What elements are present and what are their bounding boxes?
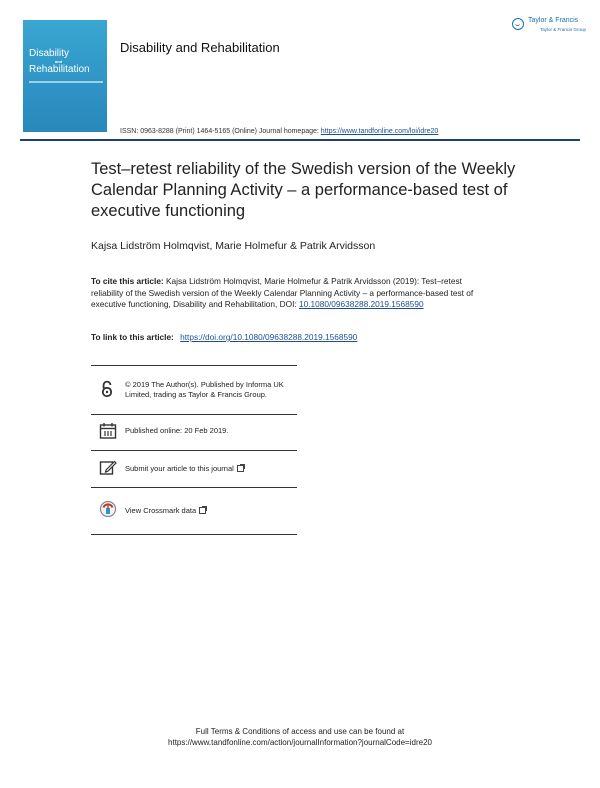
cover-title-line1: Disability bbox=[29, 48, 70, 59]
citation-doi-link[interactable]: 10.1080/09638288.2019.1568590 bbox=[299, 299, 424, 309]
citation-block bbox=[91, 276, 491, 311]
external-link-icon bbox=[237, 465, 244, 472]
link-to-label: To link to this article: bbox=[91, 332, 174, 342]
article-authors: Kajsa Lidström Holmqvist, Marie Holmefur & Patrik Arvidsson bbox=[91, 240, 376, 252]
edit-icon bbox=[99, 459, 117, 477]
link-to-article bbox=[91, 332, 357, 342]
published-date: Published online: 20 Feb 2019. bbox=[125, 426, 229, 435]
publisher-logo-icon bbox=[512, 18, 524, 30]
calendar-icon bbox=[99, 422, 117, 440]
header-divider bbox=[20, 139, 580, 141]
license-text: © 2019 The Author(s). Published by Informa UK Limited, trading as Taylor & Francis Group. bbox=[125, 380, 284, 399]
cover-title-and: and bbox=[55, 59, 63, 64]
cover-title bbox=[29, 48, 90, 75]
info-divider-5 bbox=[91, 534, 297, 535]
crossmark-icon bbox=[99, 500, 117, 518]
article-title: Test–retest reliability of the Swedish version of the Weekly Calendar Planning Activity – a performance-based test of executive functioning bbox=[91, 160, 516, 220]
journal-cover-image bbox=[23, 20, 107, 132]
crossmark-link[interactable] bbox=[125, 506, 300, 516]
crossmark-label: View Crossmark data bbox=[125, 506, 197, 515]
cover-title-line2: Rehabilitation bbox=[29, 64, 90, 75]
cover-subtitle-bar bbox=[29, 81, 103, 83]
footer-terms bbox=[0, 726, 600, 748]
footer-terms-link[interactable]: https://www.tandfonline.com/action/journalInformation?journalCode=idre20 bbox=[168, 738, 432, 747]
publisher-logo-name: Taylor & Francis bbox=[528, 17, 579, 24]
issn-text: ISSN: 0963-8288 (Print) 1464-5165 (Online) Journal homepage: bbox=[120, 128, 319, 135]
issn-line bbox=[120, 128, 438, 135]
info-divider-2 bbox=[91, 414, 297, 415]
journal-homepage-link[interactable]: https://www.tandfonline.com/loi/idre20 bbox=[320, 128, 439, 135]
journal-name: Disability and Rehabilitation bbox=[120, 40, 280, 55]
citation-label: To cite this article: bbox=[91, 276, 164, 286]
article-doi-url[interactable]: https://doi.org/10.1080/09638288.2019.1568590 bbox=[180, 332, 358, 342]
submit-article-link[interactable] bbox=[125, 464, 300, 474]
info-divider-1 bbox=[91, 365, 297, 366]
info-divider-3 bbox=[91, 450, 297, 451]
citation-text: Kajsa Lidström Holmqvist, Marie Holmefur & Patrik Arvidsson (2019): Test–retest reliability of the Swedish version of the Weekly Calendar Planning Activity – a performance-based test of executive functioning, Disability and Rehabilitation, DOI: bbox=[91, 276, 474, 309]
info-divider-4 bbox=[91, 487, 297, 488]
open-access-icon bbox=[99, 380, 117, 398]
submit-article-label: Submit your article to this journal bbox=[125, 464, 234, 473]
publisher-logo bbox=[510, 14, 585, 40]
external-link-icon bbox=[199, 507, 206, 514]
publisher-logo-group: Taylor & Francis Group bbox=[540, 27, 587, 32]
footer-terms-line1: Full Terms & Conditions of access and use can be found at bbox=[195, 727, 405, 736]
